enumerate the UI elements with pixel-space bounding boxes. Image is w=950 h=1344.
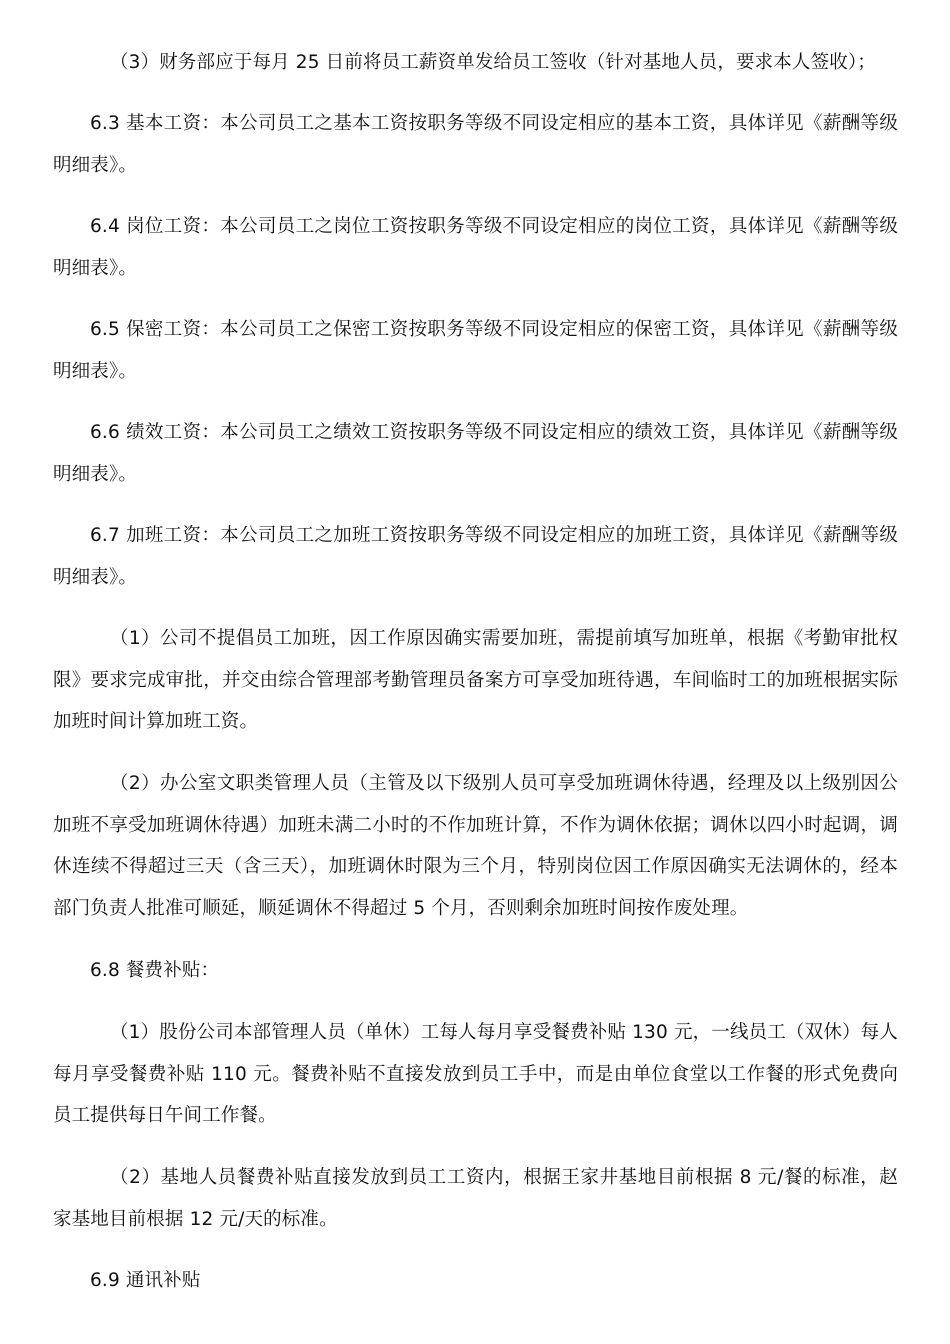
paragraph-6-9-communication-allowance: 6.9 通讯补贴 bbox=[90, 1270, 201, 1291]
paragraph-6-3-basic-salary: 6.3 基本工资：本公司员工之基本工资按职务等级不同设定相应的基本工资，具体详见《薪酬等级明细表》。 bbox=[53, 113, 898, 176]
paragraph-6-4-position-salary: 6.4 岗位工资：本公司员工之岗位工资按职务等级不同设定相应的岗位工资，具体详见《薪酬等级明细表》。 bbox=[53, 216, 898, 279]
paragraph-6-5-confidentiality-salary: 6.5 保密工资：本公司员工之保密工资按职务等级不同设定相应的保密工资，具体详见《薪酬等级明细表》。 bbox=[53, 319, 898, 382]
paragraph-meal-allowance-rule-2: （2）基地人员餐费补贴直接发放到员工工资内，根据王家井基地目前根据 8 元/餐的标准，赵家基地目前根据 12 元/天的标准。 bbox=[53, 1167, 898, 1230]
paragraph-6-8-meal-allowance: 6.8 餐费补贴： bbox=[90, 960, 220, 981]
paragraph-meal-allowance-rule-1: （1）股份公司本部管理人员（单休）工每人每月享受餐费补贴 130 元，一线员工（双休）每人每月享受餐费补贴 110 元。餐费补贴不直接发放到员工手中，而是由单位食堂以工作餐的形式免费向员工提供每日午间工作餐。 bbox=[53, 1022, 898, 1126]
paragraph-overtime-rule-2: （2）办公室文职类管理人员（主管及以下级别人员可享受加班调休待遇，经理及以上级别因公加班不享受加班调休待遇）加班未满二小时的不作加班计算，不作为调休依据；调休以四小时起调，调休连续不得超过三天（含三天），加班调休时限为三个月，特别岗位因工作原因确实无法调休的，经本部门负责人批准可顺延，顺延调休不得超过 5 个月，否则剩余加班时间按作废处理。 bbox=[53, 773, 898, 919]
paragraph-overtime-rule-1: （1）公司不提倡员工加班，因工作原因确实需要加班，需提前填写加班单，根据《考勤审批权限》要求完成审批，并交由综合管理部考勤管理员备案方可享受加班待遇，车间临时工的加班根据实际加班时间计算加班工资。 bbox=[53, 628, 898, 732]
paragraph-6-7-overtime-salary: 6.7 加班工资：本公司员工之加班工资按职务等级不同设定相应的加班工资，具体详见《薪酬等级明细表》。 bbox=[53, 525, 898, 588]
paragraph-payslip-signoff: （3）财务部应于每月 25 日前将员工薪资单发给员工签收（针对基地人员，要求本人签收）； bbox=[110, 52, 876, 73]
paragraph-6-6-performance-salary: 6.6 绩效工资：本公司员工之绩效工资按职务等级不同设定相应的绩效工资，具体详见《薪酬等级明细表》。 bbox=[53, 422, 898, 485]
